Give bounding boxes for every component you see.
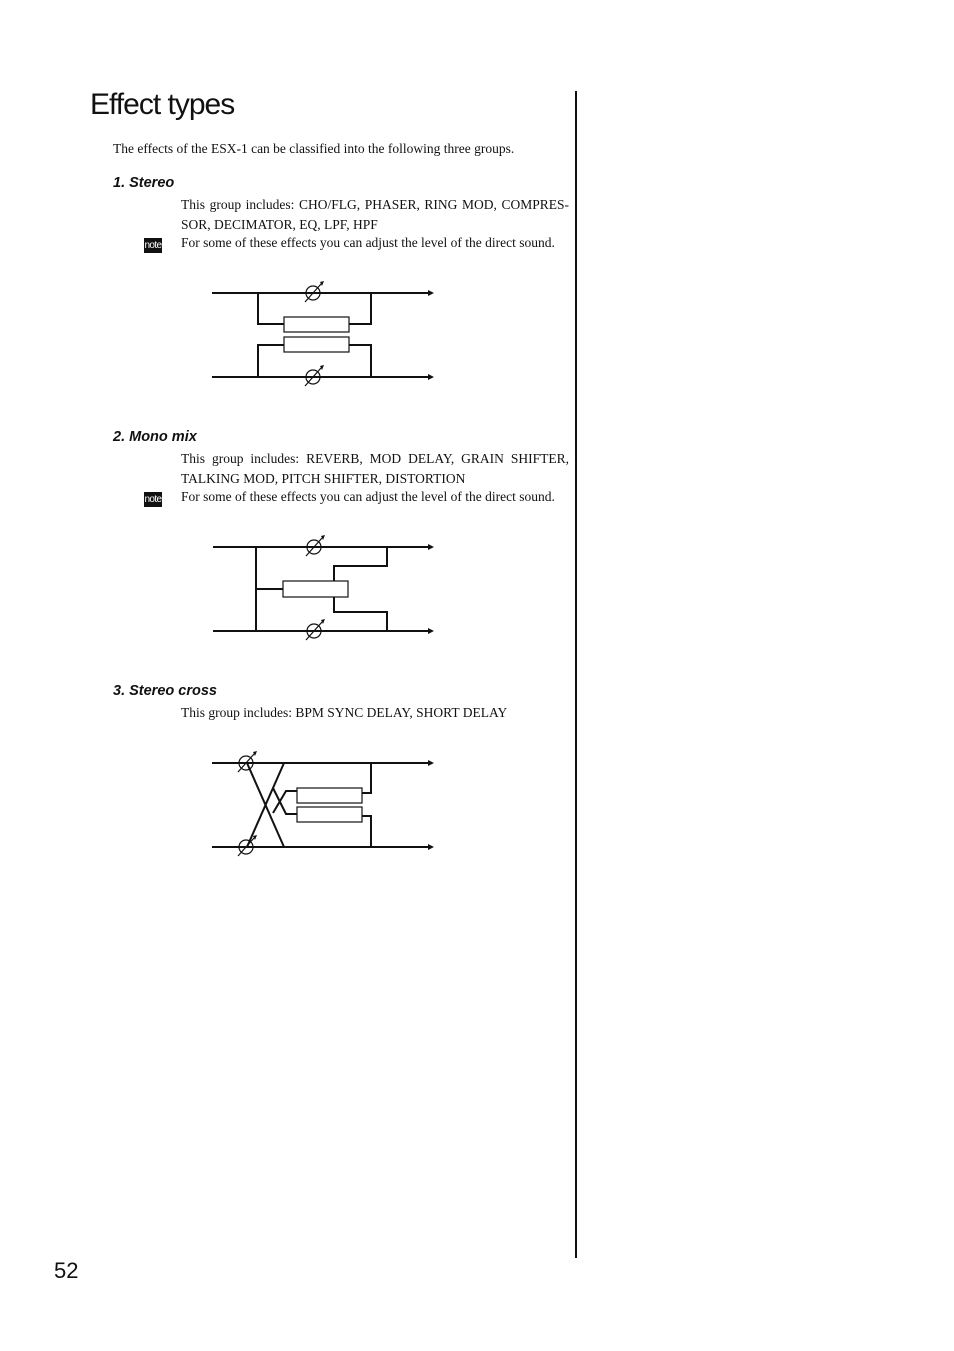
section-body-mono-mix: This group includes: REVERB, MOD DELAY, GRAIN SHIFTER, TALKING MOD, PITCH SHIFTER, DISTORTION [181,451,569,486]
effect-block [283,581,348,597]
phase-icon [305,365,324,386]
page-number: 52 [54,1258,79,1283]
note-icon: note [144,494,162,505]
phase-icon [305,281,324,302]
phase-icon [306,535,325,556]
effect-block-right [284,337,349,352]
column-divider [575,91,577,1258]
effect-block-left [297,788,362,803]
note-icon: note [144,240,162,251]
intro-text: The effects of the ESX-1 can be classified into the following three groups. [113,141,515,156]
mono-mix-signal-diagram [210,532,440,642]
phase-icon [306,619,325,640]
effect-block-left [284,317,349,332]
section-heading-mono-mix: 2. Mono mix [113,429,197,445]
page-title: Effect types [90,88,235,121]
note-text-mono-mix: For some of these effects you can adjust the level of the direct sound. [181,489,555,504]
phase-icon [238,835,257,856]
section-body-stereo: This group includes: CHO/FLG, PHASER, RING MOD, COMPRES-SOR, DECIMATOR, EQ, LPF, HPF [181,197,569,232]
section-body-stereo-cross: This group includes: BPM SYNC DELAY, SHORT DELAY [181,705,508,720]
phase-icon [238,751,257,772]
note-text-stereo: For some of these effects you can adjust the level of the direct sound. [181,235,555,250]
section-heading-stereo: 1. Stereo [113,175,175,191]
stereo-cross-signal-diagram [210,748,440,858]
stereo-signal-diagram [210,278,440,388]
section-heading-stereo-cross: 3. Stereo cross [113,683,217,699]
effect-block-right [297,807,362,822]
